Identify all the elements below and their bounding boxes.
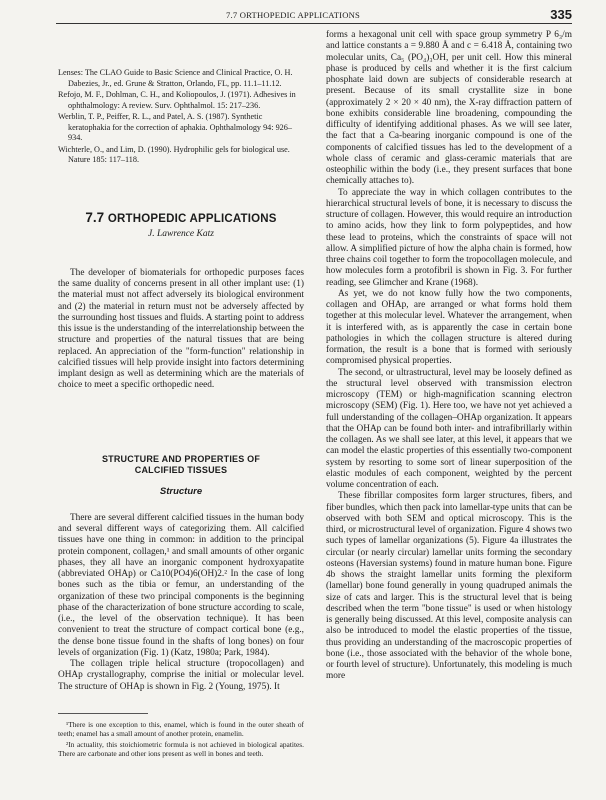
reference-item: Werblin, T. P., Peiffer, R. L., and Patel, A. S. (1987). Synthetic keratophakia for the correction of aphakia. Ophthalmology 94: 926–934.: [58, 112, 292, 142]
body-paragraph: These fibrillar composites form larger structures, fibers, and fiber bundles, which then pack into lamellar-type units that can be observed with both SEM and optical microscopy. This is the third, or microstructural level of organization. Figure 4 shows two such types of lamellar organizations (5). Figure 4a illustrates the circular (or nearly circular) lamellar units forming the secondary osteons (Haversian systems) found in mature human bone. Figure 4b shows the straight lamellar units forming the plexiform (lamellar) bone found generally in young quadruped animals the size of cats and larger. This is the structural level that is being described when the term "bone tissue" is used or when histology is generally being discussed. At this level, composite analysis can also be introduced to model the elastic properties of the tissue, thus providing an understanding of the macroscopic properties of bone (i.e., those associated with the behavior of the whole bone, or fourth level of structure). Unfortunately, this modeling is much more: [326, 491, 572, 682]
section-name: ORTHOPEDIC APPLICATIONS: [107, 212, 277, 225]
body-paragraph-continued: forms a hexagonal unit cell with space group symmetry P 6₃/m and lattice constants a = 9.880 Å and c = 6.418 Å, containing two molecular units, Ca₅ (PO₄)₃OH, per unit cell. How this mineral phase is produced by cells and whether it is the first calcium phosphate laid down are subjects of considerable research at present. Because of its small crystallite size in bone (approximately 2 × 20 × 40 nm), the X-ray diffraction pattern of bone exhibits considerable line broadening, compounding the difficulty of identifying additional phases. As we will see later, the fact that a Ca-bearing inorganic compound is one of the components of calcified tissues has led to the development of a whole class of ceramic and glass-ceramic materials that are osteophilic within the body (i.e., they present surfaces that bone chemically attaches to).: [326, 30, 572, 187]
reference-item: Wichterle, O., and Lim, D. (1990). Hydrophilic gels for biological use. Nature 185: 117–118.: [58, 144, 290, 164]
subsection-heading: [58, 454, 304, 476]
footnote-item: ²In actuality, this stoichiometric formula is not achieved in biological apatites. There are carbonate and other ions present as well in bones and teeth.: [58, 740, 304, 758]
header-rule: [56, 23, 572, 24]
subsection-heading-line2: CALCIFIED TISSUES: [134, 464, 228, 475]
body-paragraph: There are several different calcified tissues in the human body and several different ways of categorizing them. All calcified tissues have one thing in common: in addition to the principal protein component, collagen,¹ and small amounts of other organic phases, they all have an inorganic component hydroxyapatite (abbreviated OHAp) or Ca10(PO4)6(OH)2.² In the case of long bones such as the tibia or femur, an understanding of the organization of these two principal components is the beginning phase of the characterization of bone structure according to scale, (i.e., the level of the observation technique). It has been convenient to treat the structure of compact cortical bone (e.g., the dense bone tissue found in the shafts of long bones) on four levels of organization (Fig. 1) (Katz, 1980a; Park, 1984).: [58, 512, 304, 658]
right-column: [326, 30, 572, 683]
left-column: [58, 30, 304, 693]
running-header-title: 7.7 ORTHOPEDIC APPLICATIONS: [226, 10, 361, 20]
footnotes: [58, 713, 304, 760]
subsection-heading-line1: STRUCTURE AND PROPERTIES OF: [101, 453, 261, 464]
body-paragraph: As yet, we do not know fully how the two components, collagen and OHAp, are arranged or what forms hold them together at this molecular level. Whatever the arrangement, when it is interfered with, as is apparently the case in certain bone pathologies in which the collagen structure is altered during formation, the result is a bone that is formed with seriously compromised physical properties.: [326, 288, 572, 367]
section-title: [58, 210, 304, 227]
running-header: [56, 8, 572, 22]
footnote-rule: [58, 713, 148, 714]
body-paragraph: To appreciate the way in which collagen contributes to the hierarchical structural levels of bone, it is necessary to discuss the structure of collagen. However, this would require an introduction to amino acids, how they link to form polypeptides, and how these lead to proteins, which the constraints of space will not allow. A simplified picture of how the alpha chain is formed, how three chains coil together to form the tropocollagen molecule, and how molecules form a protofibril is shown in Fig. 3. For further reading, see Glimcher and Krane (1968).: [326, 187, 572, 288]
intro-paragraph: The developer of biomaterials for orthopedic purposes faces the same duality of concerns present in all other implant use: (1) the material must not affect adversely its biological environment and (2) the material in return must not be adversely affected by the surrounding host tissues and fluids. A starting point to address this issue is the understanding of the interrelationship between the structure and properties of the natural tissues that are being replaced. An appreciation of the "form-function" relationship in calcified tissues will help provide insight into factors determining implant design as well as determining which are the materials of choice to meet a specific orthopedic need.: [58, 267, 304, 391]
sub-subsection-heading: Structure: [159, 485, 203, 497]
reference-item: Refojo, M. F., Dohlman, C. H., and Koliopoulos, J. (1971). Adhesives in ophthalmology: A review. Surv. Ophthalmol. 15: 217–236.: [58, 90, 296, 110]
reference-list: [58, 68, 304, 166]
section-number: 7.7: [85, 209, 105, 225]
section-author: J. Lawrence Katz: [148, 228, 214, 239]
body-paragraph: The second, or ultrastructural, level may be loosely defined as the structural level observed with transmission electron microscopy (TEM) or high-magnification scanning electron microscopy (SEM) (Fig. 1). Here too, we have not yet achieved a full understanding of the collagen–OHAp organization. It appears that the OHAp can be found both inter- and intrafibrillarly within the collagen. As we shall see later, at this level, it appears that we can model the elastic properties of this essentially two-component system by resorting to some sort of linear superposition of the elastic modules of each component, weighted by the percent volume concentration of each.: [326, 367, 572, 490]
body-paragraph: The collagen triple helical structure (tropocollagen) and OHAp crystallography, comprise the initial or molecular level. The structure of OHAp is shown in Fig. 2 (Young, 1975). It: [58, 659, 304, 692]
page-number: 335: [550, 7, 572, 22]
reference-item: Lenses: The CLAO Guide to Basic Science and Clinical Practice, O. H. Dabezies, Jr., ed. Grune & Stratton, Orlando, FL, pp. 11.1–11.12.: [58, 68, 293, 88]
footnote-item: ¹There is one exception to this, enamel, which is found in the outer sheath of teeth; enamel has a small amount of another protein, enamelin.: [58, 720, 304, 738]
